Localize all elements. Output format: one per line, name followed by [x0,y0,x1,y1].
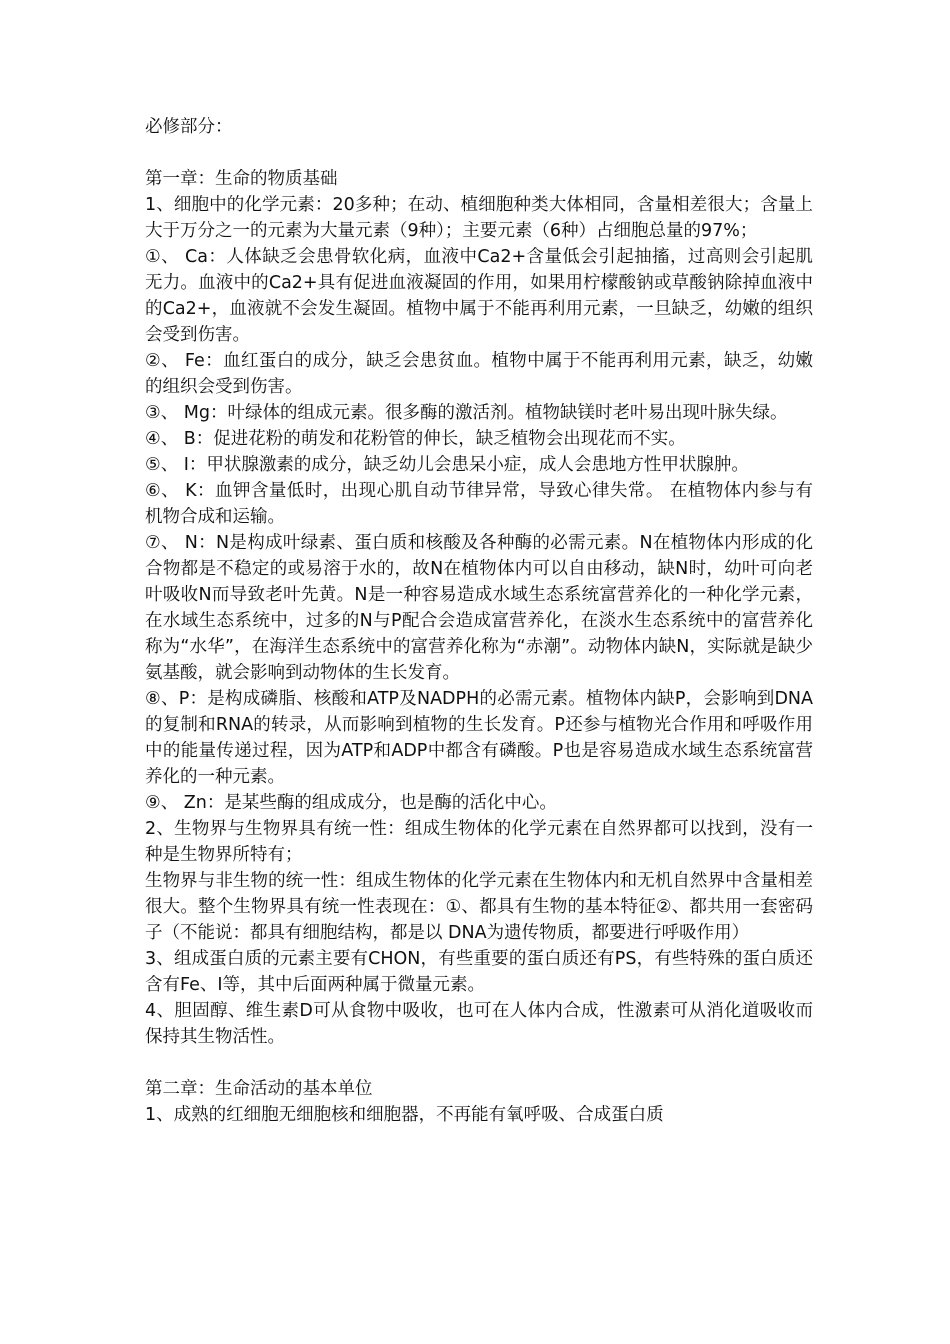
paragraph: 生物界与非生物的统一性：组成生物体的化学元素在生物体内和无机自然界中含量相差很大。整个生物界具有统一性表现在：①、都具有生物的基本特征②、都共用一套密码子（不能说：都具有细胞结构，都是以 DNA为遗传物质，都要进行呼吸作用） [145,871,813,943]
paragraph: 1、成熟的红细胞无细胞核和细胞器，不再能有氧呼吸、合成蛋白质 [145,1105,664,1125]
paragraph: 4、胆固醇、维生素D可从食物中吸收，也可在人体内合成，性激素可从消化道吸收而保持其生物活性。 [145,1001,813,1047]
paragraph: ⑨、 Zn：是某些酶的组成成分，也是酶的活化中心。 [145,793,557,813]
paragraph: ④、 B：促进花粉的萌发和花粉管的伸长，缺乏植物会出现花而不实。 [145,429,686,449]
paragraph: ⑥、 K：血钾含量低时，出现心肌自动节律异常，导致心律失常。 在植物体内参与有机物合成和运输。 [145,481,813,527]
paragraph: ⑦、 N：N是构成叶绿素、蛋白质和核酸及各种酶的必需元素。N在植物体内形成的化合物都是不稳定的或易溶于水的，故N在植物体内可以自由移动，缺N时，幼叶可向老叶吸收N而导致老叶先黄。N是一种容易造成水域生态系统富营养化的一种化学元素，在水域生态系统中，过多的N与P配合会造成富营养化，在淡水生态系统中的富营养化称为“水华”，在海洋生态系统中的富营养化称为“赤潮”。动物体内缺N，实际就是缺少氨基酸，就会影响到动物体的生长发育。 [145,533,813,683]
paragraph: 2、生物界与生物界具有统一性：组成生物体的化学元素在自然界都可以找到，没有一种是生物界所特有； [145,819,813,865]
paragraph: 1、细胞中的化学元素：20多种；在动、植细胞种类大体相同，含量相差很大；含量上大于万分之一的元素为大量元素（9种）；主要元素（6种）占细胞总量的97%； [145,195,813,241]
chapter-2-title: 第二章：生命活动的基本单位 [145,1079,373,1099]
paragraph: ⑤、 I：甲状腺激素的成分，缺乏幼儿会患呆小症，成人会患地方性甲状腺肿。 [145,455,749,475]
spacer [145,1050,813,1076]
spacer [145,140,813,166]
paragraph: ⑧、P：是构成磷脂、核酸和ATP及NADPH的必需元素。植物体内缺P，会影响到DNA的复制和RNA的转录，从而影响到植物的生长发育。P还参与植物光合作用和呼吸作用中的能量传递过程，因为ATP和ADP中都含有磷酸。P也是容易造成水域生态系统富营养化的一种元素。 [145,689,813,787]
paragraph: ①、 Ca：人体缺乏会患骨软化病，血液中Ca2+含量低会引起抽搐，过高则会引起肌无力。血液中的Ca2+具有促进血液凝固的作用，如果用柠檬酸钠或草酸钠除掉血液中的Ca2+，血液就不会发生凝固。植物中属于不能再利用元素，一旦缺乏，幼嫩的组织会受到伤害。 [145,247,813,345]
paragraph: ③、 Mg：叶绿体的组成元素。很多酶的激活剂。植物缺镁时老叶易出现叶脉失绿。 [145,403,788,423]
document-body [145,114,813,1128]
section-title: 必修部分： [145,117,233,137]
chapter-1-title: 第一章：生命的物质基础 [145,169,338,189]
paragraph: 3、组成蛋白质的元素主要有CHON，有些重要的蛋白质还有PS，有些特殊的蛋白质还含有Fe、I等，其中后面两种属于微量元素。 [145,949,813,995]
paragraph: ②、 Fe：血红蛋白的成分，缺乏会患贫血。植物中属于不能再利用元素，缺乏，幼嫩的组织会受到伤害。 [145,351,813,397]
